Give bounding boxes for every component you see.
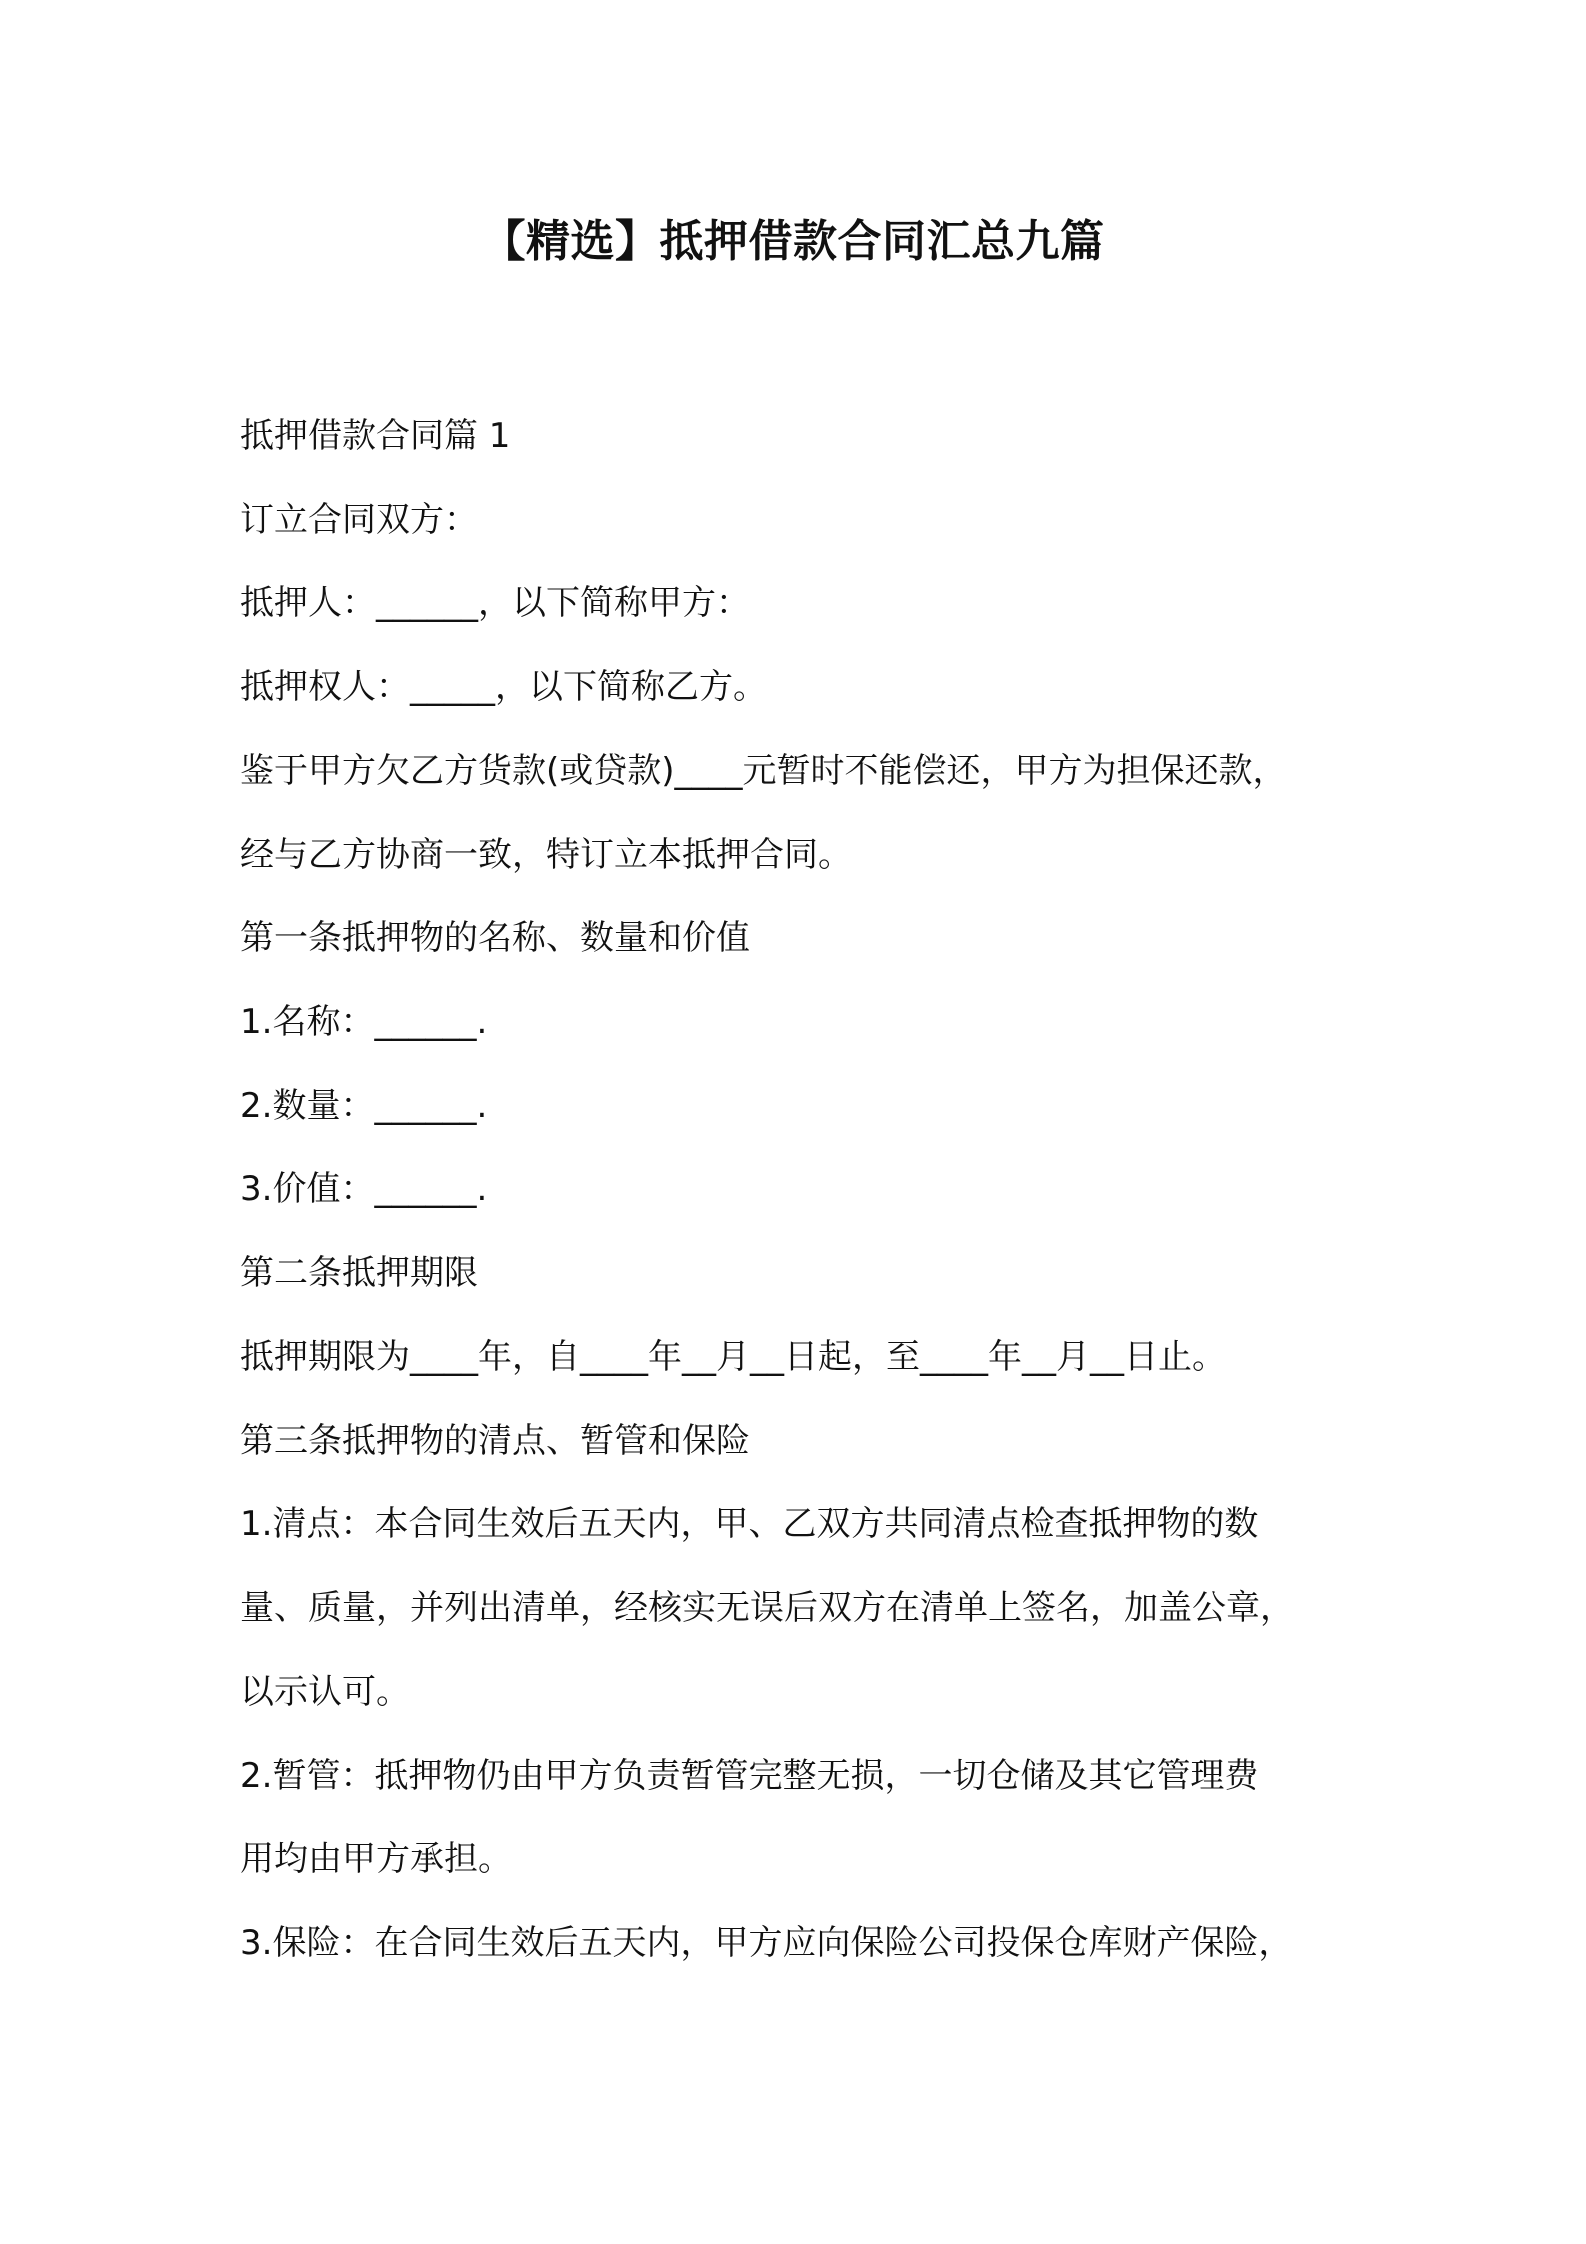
body-line: 3.保险：在合同生效后五天内，甲方应向保险公司投保仓库财产保险， — [240, 1923, 1293, 1963]
body-line: 3.价值：______. — [240, 1169, 488, 1209]
body-line: 用均由甲方承担。 — [240, 1839, 512, 1879]
body-line: 以示认可。 — [240, 1672, 410, 1712]
body-line: 抵押期限为____年，自____年__月__日起，至____年__月__日止。 — [240, 1337, 1226, 1377]
clause-heading: 第三条抵押物的清点、暂管和保险 — [240, 1421, 750, 1461]
body-line: 2.暂管：抵押物仍由甲方负责暂管完整无损，一切仓储及其它管理费 — [240, 1756, 1259, 1796]
body-line: 抵押权人：_____，以下简称乙方。 — [240, 667, 767, 707]
clause-heading: 第一条抵押物的名称、数量和价值 — [240, 918, 750, 958]
document-title: 【精选】抵押借款合同汇总九篇 — [481, 216, 1105, 267]
body-line: 鉴于甲方欠乙方货款(或贷款)____元暂时不能偿还，甲方为担保还款， — [240, 751, 1287, 791]
body-line: 2.数量：______. — [240, 1086, 488, 1126]
body-line: 量、质量，并列出清单，经核实无误后双方在清单上签名，加盖公章， — [240, 1588, 1294, 1628]
section-heading: 抵押借款合同篇 1 — [240, 416, 511, 456]
body-line: 1.清点：本合同生效后五天内，甲、乙双方共同清点检查抵押物的数 — [240, 1504, 1259, 1544]
body-line: 抵押人：______，以下简称甲方： — [240, 583, 750, 623]
body-line: 经与乙方协商一致，特订立本抵押合同。 — [240, 835, 852, 875]
body-line: 订立合同双方： — [240, 500, 478, 540]
clause-heading: 第二条抵押期限 — [240, 1253, 478, 1293]
body-line: 1.名称：______. — [240, 1002, 488, 1042]
